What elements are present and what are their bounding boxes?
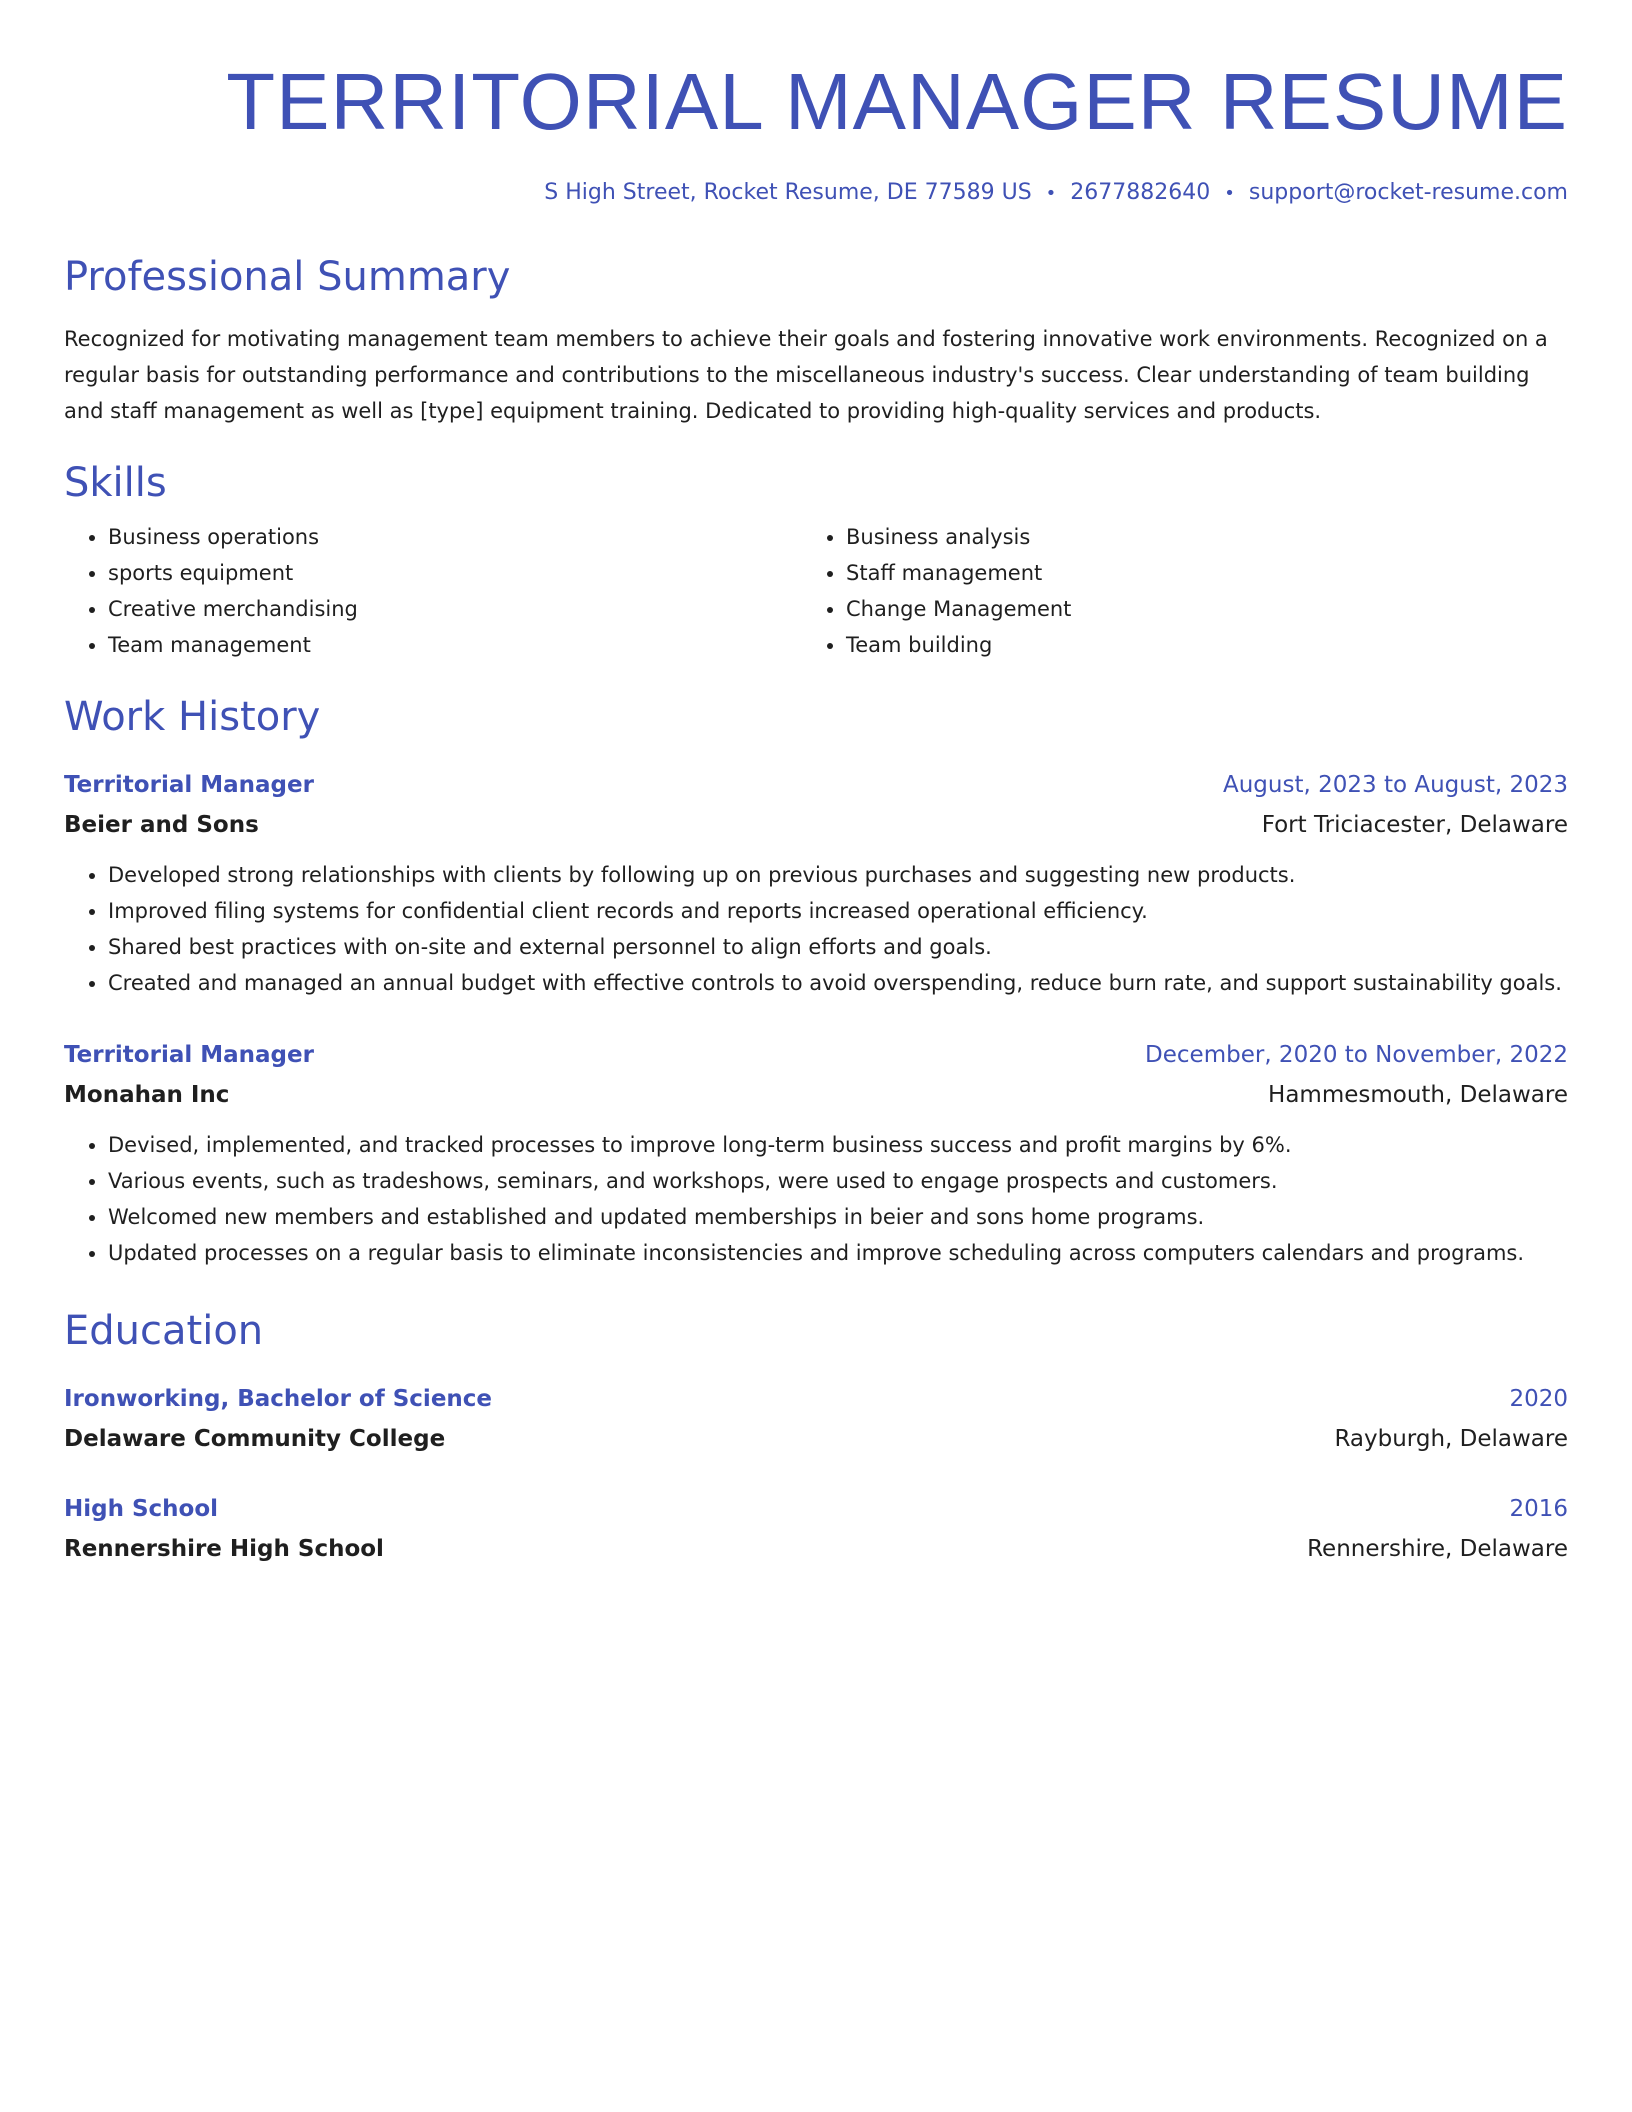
job-entry (64, 765, 1568, 1001)
resume-title: TERRITORIAL MANAGER RESUME (226, 57, 1568, 146)
summary-text: Recognized for motivating management team members to achieve their goals and fostering innovative work environments. Recognized on a regular basis for outstanding performance and contributions to the miscellaneous industry's success. Clear understanding of team building and staff management as well as [type] equipment training. Dedicated to providing high-quality services and products. (64, 327, 1548, 423)
job-bullet: • Updated processes on a regular basis to eliminate inconsistencies and improve scheduling across computers calendars and programs. (108, 1235, 1568, 1271)
job-company-row (64, 1075, 1568, 1115)
skill-item: • Staff management (846, 555, 1540, 591)
contact-address: S High Street, Rocket Resume, DE 77589 US (544, 180, 1032, 205)
job-entry (64, 1035, 1568, 1271)
education-entry (64, 1489, 1568, 1569)
skill-item: • Team building (846, 627, 1540, 663)
education-school-row (64, 1529, 1568, 1569)
job-bullet: • Created and managed an annual budget with effective controls to avoid overspending, reduce burn rate, and support sustainability goals. (108, 965, 1568, 1001)
skills-heading: Skills (64, 460, 167, 506)
skill-item: • Creative merchandising (108, 591, 802, 627)
education-heading: Education (64, 1308, 264, 1354)
job-title: Territorial Manager (64, 1042, 314, 1068)
skill-item: • Team management (108, 627, 802, 663)
job-bullet: • Various events, such as tradeshows, seminars, and workshops, were used to engage prospects and customers. (108, 1163, 1568, 1199)
education-school-row (64, 1419, 1568, 1459)
job-company: Monahan Inc (64, 1082, 230, 1108)
job-company: Beier and Sons (64, 812, 259, 838)
contact-line (64, 178, 1568, 209)
education-school: Delaware Community College (64, 1426, 446, 1452)
job-dates: August, 2023 to August, 2023 (1223, 772, 1568, 798)
job-bullet: • Welcomed new members and established and updated memberships in beier and sons home programs. (108, 1199, 1568, 1235)
education-degree-row (64, 1489, 1568, 1529)
education-year: 2016 (1509, 1496, 1568, 1522)
skill-item: • Change Management (846, 591, 1540, 627)
job-bullet: • Devised, implemented, and tracked processes to improve long-term business success and profit margins by 6%. (108, 1127, 1568, 1163)
education-entry (64, 1379, 1568, 1459)
education-location: Rayburgh, Delaware (1334, 1426, 1568, 1452)
summary-heading: Professional Summary (64, 254, 511, 300)
job-bullets (64, 857, 1568, 1001)
skills-column-right (802, 519, 1540, 663)
job-company-row (64, 805, 1568, 845)
job-location: Hammesmouth, Delaware (1268, 1082, 1568, 1108)
job-title: Territorial Manager (64, 772, 314, 798)
job-dates: December, 2020 to November, 2022 (1145, 1042, 1568, 1068)
education-year: 2020 (1509, 1386, 1568, 1412)
job-bullet: • Shared best practices with on-site and external personnel to align efforts and goals. (108, 929, 1568, 965)
skills-column-left (64, 519, 802, 663)
contact-phone: 2677882640 (1070, 180, 1211, 205)
education-degree: High School (64, 1496, 219, 1522)
education-school: Rennershire High School (64, 1536, 384, 1562)
skill-item: • sports equipment (108, 555, 802, 591)
job-bullet: • Improved filing systems for confidential client records and reports increased operational efficiency. (108, 893, 1568, 929)
education-location: Rennershire, Delaware (1307, 1536, 1568, 1562)
job-title-row (64, 1035, 1568, 1075)
contact-email: support@rocket-resume.com (1248, 180, 1568, 205)
skill-item: • Business operations (108, 519, 802, 555)
job-title-row (64, 765, 1568, 805)
job-bullets (64, 1127, 1568, 1271)
contact-separator: • (1224, 183, 1235, 204)
job-location: Fort Triciacester, Delaware (1261, 812, 1568, 838)
skills-grid (64, 519, 1568, 663)
work-history-heading: Work History (64, 694, 321, 740)
skill-item: • Business analysis (846, 519, 1540, 555)
education-degree-row (64, 1379, 1568, 1419)
contact-separator: • (1045, 183, 1057, 204)
education-degree: Ironworking, Bachelor of Science (64, 1386, 493, 1412)
job-bullet: • Developed strong relationships with clients by following up on previous purchases and suggesting new products. (108, 857, 1568, 893)
